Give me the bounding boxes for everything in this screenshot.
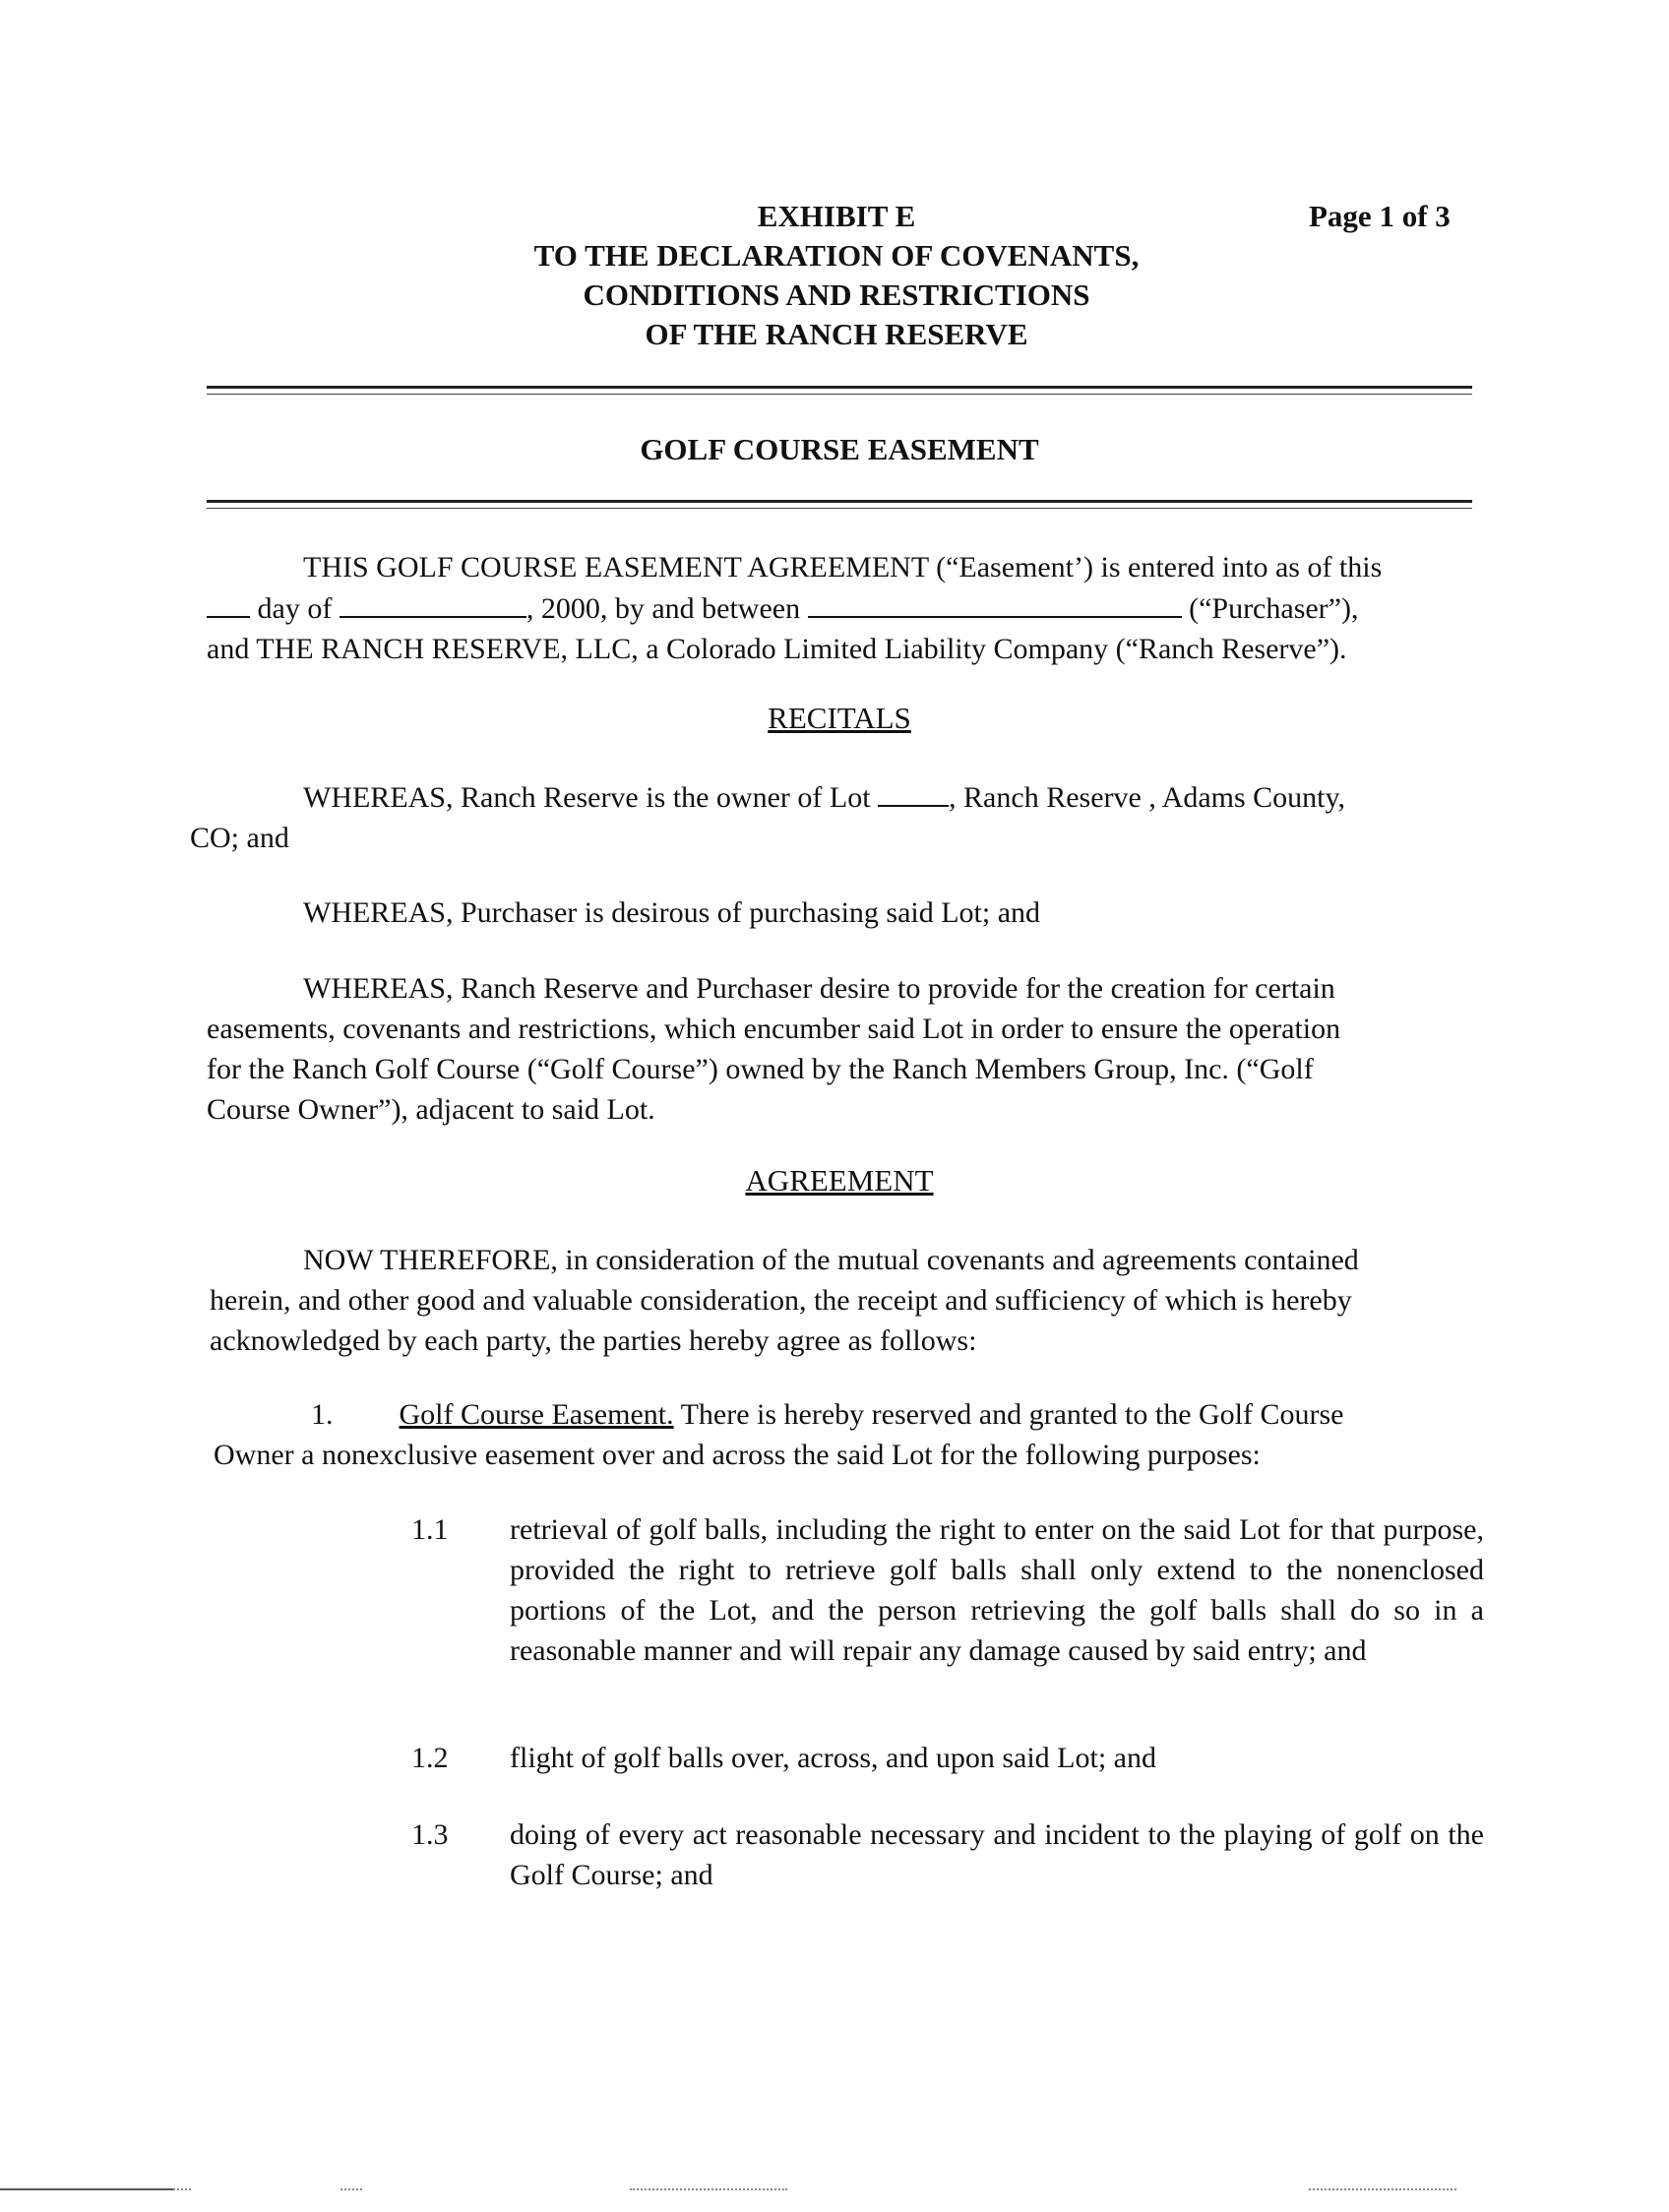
intro-line-1: THIS GOLF COURSE EASEMENT AGREEMENT (“Easement’) is entered into as of this [303, 551, 1383, 584]
header-line-2: TO THE DECLARATION OF COVENANTS, [533, 238, 1140, 273]
divider-bottom-thick [207, 500, 1472, 503]
intro-purchaser: (“Purchaser”), [1189, 592, 1359, 625]
section-1-line-2: Owner a nonexclusive easement over and across the said Lot for the following purposes: [214, 1439, 1261, 1471]
recital-1-line-1 [303, 777, 1345, 818]
agreement-heading: AGREEMENT [745, 1163, 934, 1198]
scan-artifact-dots [1309, 2188, 1456, 2190]
item-1-3-text: doing of every act reasonable necessary and incident to the playing of golf on the Golf Course; and [510, 1818, 1484, 1891]
recital-3-line-3: for the Ranch Golf Course (“Golf Course”) owned by the Ranch Members Group, Inc. (“Golf [207, 1053, 1314, 1085]
item-1-3-number: 1.3 [411, 1818, 449, 1851]
recital-1-text-a: WHEREAS, Ranch Reserve is the owner of Lot [303, 781, 871, 814]
recital-2: WHEREAS, Purchaser is desirous of purchasing said Lot; and [303, 896, 1041, 929]
intro-line-3: and THE RANCH RESERVE, LLC, a Colorado Limited Liability Company (“Ranch Reserve”). [207, 633, 1347, 665]
section-1-number: 1. [311, 1398, 334, 1431]
recital-1-text-b: , Ranch Reserve , Adams County, [949, 781, 1346, 814]
blank-purchaser [808, 615, 1182, 618]
item-1-1-number: 1.1 [411, 1513, 449, 1546]
header-line-4: OF THE RANCH RESERVE [645, 317, 1028, 351]
agreement-line-2: herein, and other good and valuable consideration, the receipt and sufficiency of which is hereby [210, 1284, 1352, 1317]
divider-top-thin [207, 394, 1472, 395]
scan-artifact-dots [173, 2188, 191, 2190]
divider-top-thick [207, 386, 1472, 389]
scan-artifact-dots [630, 2188, 787, 2190]
section-1-title: Golf Course Easement. [399, 1398, 674, 1431]
section-1-text: There is hereby reserved and granted to the Golf Course [680, 1398, 1344, 1431]
recital-3-line-1: WHEREAS, Ranch Reserve and Purchaser desire to provide for the creation for certain [303, 972, 1335, 1005]
item-1-2-text: flight of golf balls over, across, and upon said Lot; and [510, 1742, 1156, 1774]
document-title: GOLF COURSE EASEMENT [640, 432, 1039, 466]
recitals-heading: RECITALS [768, 701, 911, 735]
page-number: Page 1 of 3 [1309, 199, 1451, 233]
blank-day [207, 615, 250, 618]
agreement-line-3: acknowledged by each party, the parties hereby agree as follows: [210, 1324, 977, 1357]
header-line-1: EXHIBIT E [757, 199, 916, 233]
recital-1-line-2: CO; and [190, 822, 289, 854]
scan-artifact-line [0, 2188, 173, 2190]
intro-line-2 [207, 588, 1358, 629]
intro-day-of: day of [257, 592, 333, 625]
agreement-line-1: NOW THEREFORE, in consideration of the mutual covenants and agreements contained [303, 1244, 1359, 1276]
section-1-line-1 [311, 1394, 1344, 1435]
blank-month [340, 615, 526, 618]
item-1-2-number: 1.2 [411, 1742, 449, 1774]
header-line-3: CONDITIONS AND RESTRICTIONS [583, 277, 1090, 312]
blank-lot [878, 804, 949, 807]
exhibit-header [433, 197, 1240, 354]
intro-year: , 2000, by and between [525, 592, 801, 625]
divider-bottom-thin [207, 508, 1472, 509]
recital-3-line-4: Course Owner”), adjacent to said Lot. [207, 1093, 655, 1126]
recital-3-line-2: easements, covenants and restrictions, which encumber said Lot in order to ensure the operation [207, 1013, 1341, 1045]
scan-artifact-dots [340, 2188, 362, 2190]
item-1-1-text: retrieval of golf balls, including the right to enter on the said Lot for that purpose, provided the right to retrieve golf balls shall only extend to the nonenclosed portions of the Lot, and the person retrieving the golf balls shall do so in a reasonable manner and will repair any damage caused by said entry; and [510, 1513, 1484, 1667]
